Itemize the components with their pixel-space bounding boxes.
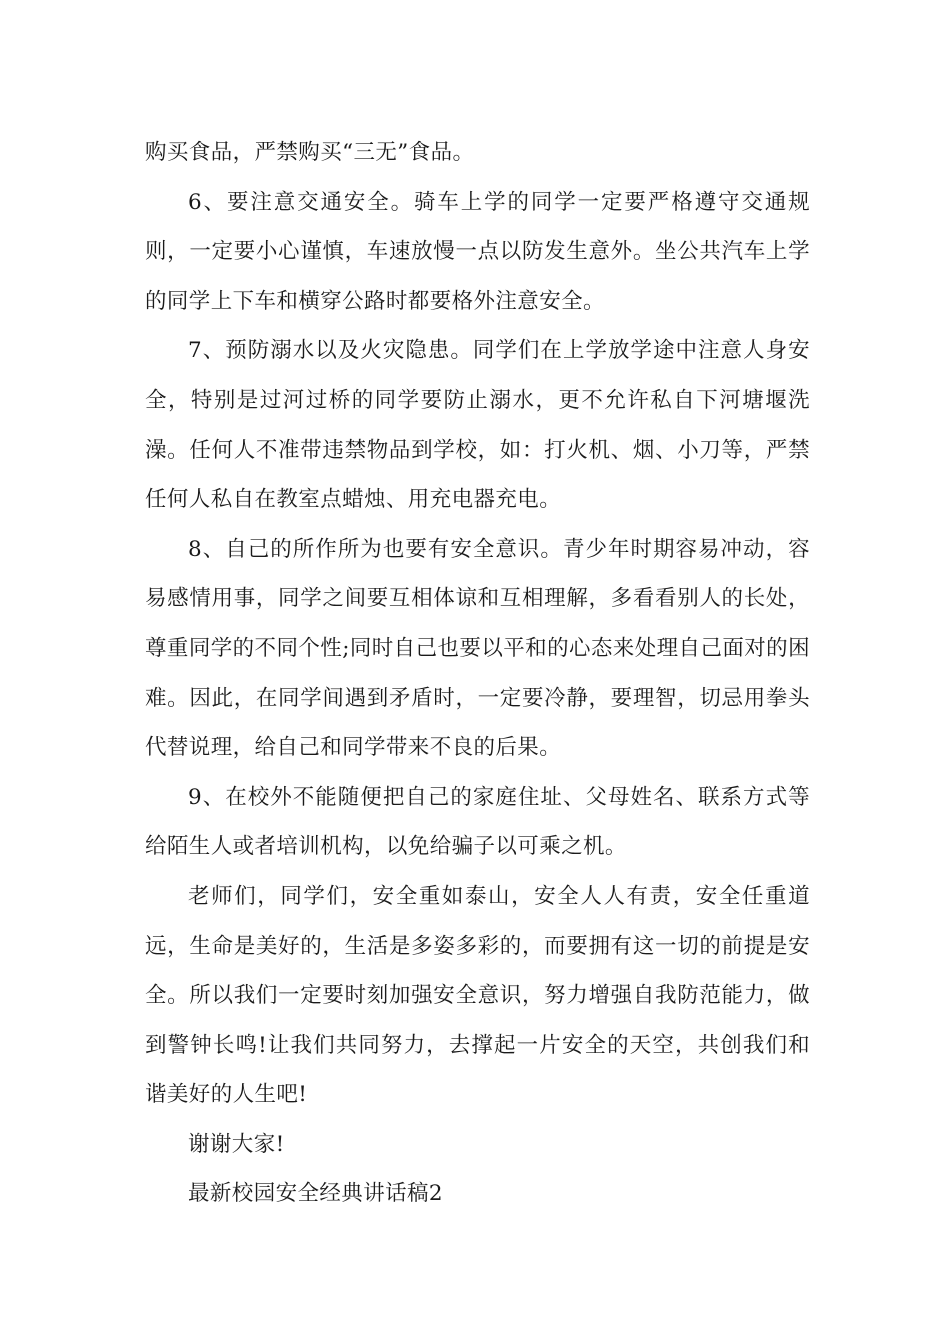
- section-heading: 最新校园安全经典讲话稿2: [188, 1181, 443, 1207]
- paragraph-thanks: 谢谢大家!: [188, 1131, 285, 1157]
- paragraph-traffic-safety: 6、要注意交通安全。骑车上学的同学一定要严格遵守交通规则，一定要小心谨慎，车速放慢一点以防发生意外。坐公共汽车上学的同学上下车和横穿公路时都要格外注意安全。: [145, 189, 810, 314]
- paragraph-drowning-fire: 7、预防溺水以及火灾隐患。同学们在上学放学途中注意人身安全，特别是过河过桥的同学要防止溺水，更不允许私自下河塘堰洗澡。任何人不准带违禁物品到学校，如：打火机、烟、小刀等，严禁任何人私自在教室点蜡烛、用充电器充电。: [145, 338, 810, 513]
- document-body: [145, 128, 810, 1219]
- paragraph-closing: 老师们，同学们，安全重如泰山，安全人人有责，安全任重道远，生命是美好的，生活是多姿多彩的，而要拥有这一切的前提是安全。所以我们一定要时刻加强安全意识，努力增强自我防范能力，做到警钟长鸣!让我们共同努力，去撑起一片安全的天空，共创我们和谐美好的人生吧!: [145, 883, 810, 1108]
- paragraph-personal-info: 9、在校外不能随便把自己的家庭住址、父母姓名、联系方式等给陌生人或者培训机构，以免给骗子以可乘之机。: [145, 784, 810, 860]
- paragraph-food-continuation: 购买食品，严禁购买“三无”食品。: [145, 140, 475, 165]
- paragraph-self-awareness: 8、自己的所作所为也要有安全意识。青少年时期容易冲动，容易感情用事，同学之间要互相体谅和互相理解，多看看别人的长处，尊重同学的不同个性;同时自己也要以平和的心态来处理自己面对的困难。因此，在同学间遇到矛盾时，一定要冷静，要理智，切忌用拳头代替说理，给自己和同学带来不良的后果。: [145, 536, 810, 761]
